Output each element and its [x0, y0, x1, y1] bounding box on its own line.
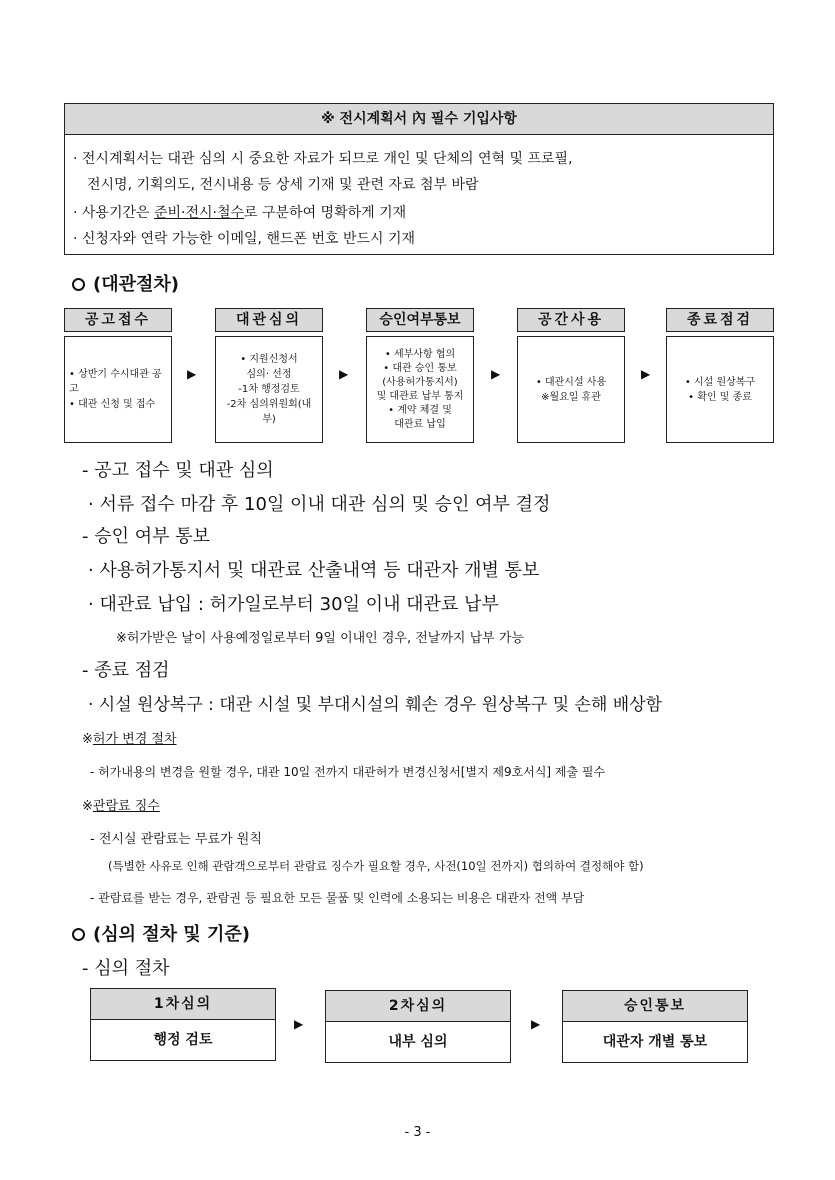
- text-line: · 서류 접수 마감 후 10일 이내 대관 심의 및 승인 여부 결정: [88, 494, 551, 515]
- process-step-line: • 대관 신청 및 접수: [69, 399, 156, 410]
- arrow-right-icon: ▶: [531, 1017, 541, 1031]
- notice-line-3-underlined: 준비·전시·철수: [153, 205, 245, 221]
- deliberation-step-body: 내부 심의: [388, 1034, 448, 1050]
- notice-line-3-post: 로 구분하여 명확하게 기재: [244, 205, 407, 221]
- process-step-body: [517, 336, 625, 443]
- notice-box: [64, 103, 774, 255]
- text-line: · 사용허가통지서 및 대관료 산출내역 등 대관자 개별 통보: [88, 560, 540, 581]
- process-step-line: 심의· 선정: [246, 369, 292, 380]
- admission-fee-heading: [82, 795, 160, 814]
- process-step-line: • 대관 승인 통보: [383, 362, 457, 374]
- process-step-title: 공간사용: [517, 308, 625, 332]
- deliberation-step-body: 행정 검토: [153, 1032, 213, 1048]
- process-step-title: 대관심의: [215, 308, 323, 332]
- text-line: · 시설 원상복구 : 대관 시설 및 부대시설의 훼손 경우 원상복구 및 손해 배상함: [88, 695, 663, 715]
- notice-line-3-pre: · 사용기간은: [73, 205, 154, 221]
- section-criteria-title: (심의 절차 및 기준): [93, 924, 250, 945]
- reference-mark: ※: [82, 732, 93, 747]
- process-step-4: [517, 308, 625, 443]
- text-line: · 대관료 납입 : 허가일로부터 30일 이내 대관료 납부: [88, 594, 499, 615]
- circle-bullet-icon: [72, 928, 85, 941]
- process-step-line: • 대관시설 사용: [535, 376, 607, 388]
- text-line: - 관람료를 받는 경우, 관람권 등 필요한 모든 물품 및 인력에 소용되는 비용은 대관자 전액 부담: [90, 891, 585, 905]
- process-step-title: 종료점검: [666, 308, 774, 332]
- process-step-title: 공고접수: [64, 308, 172, 332]
- notice-line-2: 전시명, 기획의도, 전시내용 등 상세 기재 및 관련 자료 첨부 바람: [87, 177, 479, 193]
- process-step-line: -2차 심의위원회(내부): [226, 399, 312, 425]
- section-criteria-heading: [72, 920, 250, 946]
- text-line: - 허가내용의 변경을 원할 경우, 대관 10일 전까지 대관허가 변경신청서[별지 제9호서식] 제출 필수: [90, 765, 606, 779]
- arrow-right-icon: ▶: [339, 367, 349, 381]
- deliberation-step-title: 승인통보: [563, 991, 747, 1022]
- process-step-line: • 계약 체결 및: [388, 404, 452, 416]
- permit-change-title: 허가 변경 절차: [92, 732, 177, 747]
- deliberation-step-title: 2차심의: [326, 991, 510, 1022]
- permit-change-heading: [82, 728, 177, 747]
- text-line: - 종료 점검: [82, 660, 170, 681]
- text-line: (특별한 사유로 인해 관람객으로부터 관람료 징수가 필요할 경우, 사전(10일 전까지) 협의하여 결정해야 함): [108, 859, 644, 873]
- process-step-line: 대관료 납입: [394, 418, 446, 430]
- process-step-body: [666, 336, 774, 443]
- deliberation-step-body: 대관자 개별 통보: [602, 1034, 708, 1050]
- reference-mark: ※: [82, 799, 93, 814]
- process-step-5: [666, 308, 774, 443]
- deliberation-step-title: 1차심의: [91, 989, 275, 1020]
- deliberation-step-3: [562, 990, 748, 1063]
- process-step-line: ※월요일 휴관: [541, 391, 601, 403]
- process-step-line: • 세부사항 협의: [384, 348, 456, 360]
- text-line: - 공고 접수 및 대관 심의: [82, 460, 274, 481]
- process-step-line: • 지원신청서: [240, 354, 298, 365]
- section-criteria-sub: - 심의 절차: [82, 958, 170, 979]
- text-note: ※허가받은 날이 사용예정일로부터 9일 이내인 경우, 전날까지 납부 가능: [116, 631, 524, 646]
- process-step-body: [64, 336, 172, 443]
- process-step-2: [215, 308, 323, 443]
- text-line: - 전시실 관람료는 무료가 원칙: [90, 832, 262, 847]
- admission-fee-title: 관람료 징수: [92, 799, 160, 814]
- page-number: - 3 -: [404, 1125, 431, 1140]
- text-line: - 승인 여부 통보: [82, 526, 210, 547]
- process-step-line: • 확인 및 종료: [688, 391, 752, 403]
- circle-bullet-icon: [72, 278, 85, 291]
- notice-line-1: · 전시계획서는 대관 심의 시 중요한 자료가 되므로 개인 및 단체의 연혁 및 프로필,: [73, 151, 573, 167]
- notice-title: ※ 전시계획서 內 필수 기입사항: [65, 104, 773, 135]
- process-step-line: -1차 행정검토: [238, 384, 300, 395]
- process-step-3: [366, 308, 474, 443]
- deliberation-step-1: [90, 988, 276, 1061]
- process-step-line: 및 대관료 납부 통지: [376, 390, 464, 402]
- notice-line-3: [73, 202, 406, 222]
- notice-line-4: · 신청자와 연락 가능한 이메일, 핸드폰 번호 반드시 기재: [73, 231, 416, 247]
- process-step-1: [64, 308, 172, 443]
- section-procedure-heading: [72, 270, 179, 296]
- section-procedure-title: (대관절차): [93, 274, 180, 295]
- arrow-right-icon: ▶: [187, 367, 197, 381]
- process-step-body: [366, 336, 474, 443]
- process-step-title: 승인여부통보: [366, 308, 474, 332]
- arrow-right-icon: ▶: [641, 367, 651, 381]
- arrow-right-icon: ▶: [294, 1017, 304, 1031]
- process-step-line: • 상반기 수시대관 공고: [69, 369, 162, 395]
- arrow-right-icon: ▶: [491, 367, 501, 381]
- process-step-body: [215, 336, 323, 443]
- process-step-line: (사용허가통지서): [382, 376, 458, 388]
- process-step-line: • 시설 원상복구: [684, 376, 756, 388]
- deliberation-step-2: [325, 990, 511, 1063]
